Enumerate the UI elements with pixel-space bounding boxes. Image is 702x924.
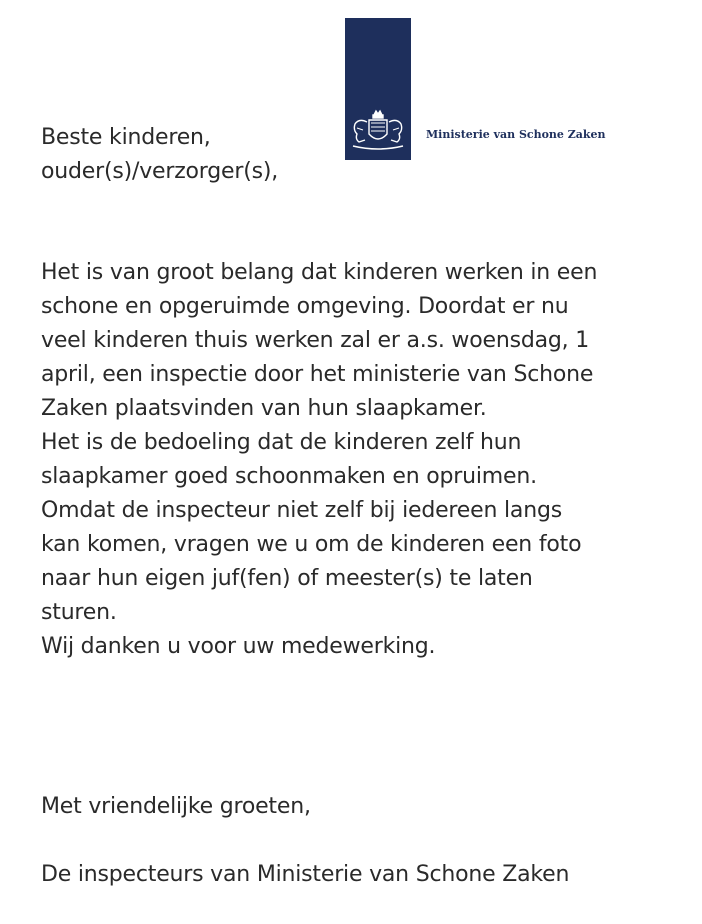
body-line: Het is de bedoeling dat de kinderen zelf hun	[41, 430, 522, 455]
body-line: kan komen, vragen we u om de kinderen een foto	[41, 532, 582, 557]
body-line: Het is van groot belang dat kinderen werken in een	[41, 260, 598, 285]
letter-body	[41, 256, 597, 664]
body-line: veel kinderen thuis werken zal er a.s. woensdag, 1	[41, 328, 590, 353]
ministry-logo-bar	[345, 18, 411, 160]
body-line: Omdat de inspecteur niet zelf bij iedereen langs	[41, 498, 562, 523]
signature: De inspecteurs van Ministerie van Schone Zaken	[41, 862, 570, 887]
closing-greeting: Met vriendelijke groeten,	[41, 794, 311, 819]
body-line: sturen.	[41, 600, 117, 625]
body-line: Zaken plaatsvinden van hun slaapkamer.	[41, 396, 487, 421]
body-line: Wij danken u voor uw medewerking.	[41, 634, 436, 659]
salutation-line: Beste kinderen,	[41, 125, 211, 150]
royal-coat-of-arms-icon	[345, 106, 411, 158]
body-line: slaapkamer goed schoonmaken en opruimen.	[41, 464, 537, 489]
ministry-name: Ministerie van Schone Zaken	[426, 128, 606, 141]
salutation	[41, 121, 278, 189]
body-line: april, een inspectie door het ministerie van Schone	[41, 362, 594, 387]
body-line: naar hun eigen juf(fen) of meester(s) te laten	[41, 566, 533, 591]
salutation-line: ouder(s)/verzorger(s),	[41, 159, 279, 184]
body-line: schone en opgeruimde omgeving. Doordat er nu	[41, 294, 569, 319]
